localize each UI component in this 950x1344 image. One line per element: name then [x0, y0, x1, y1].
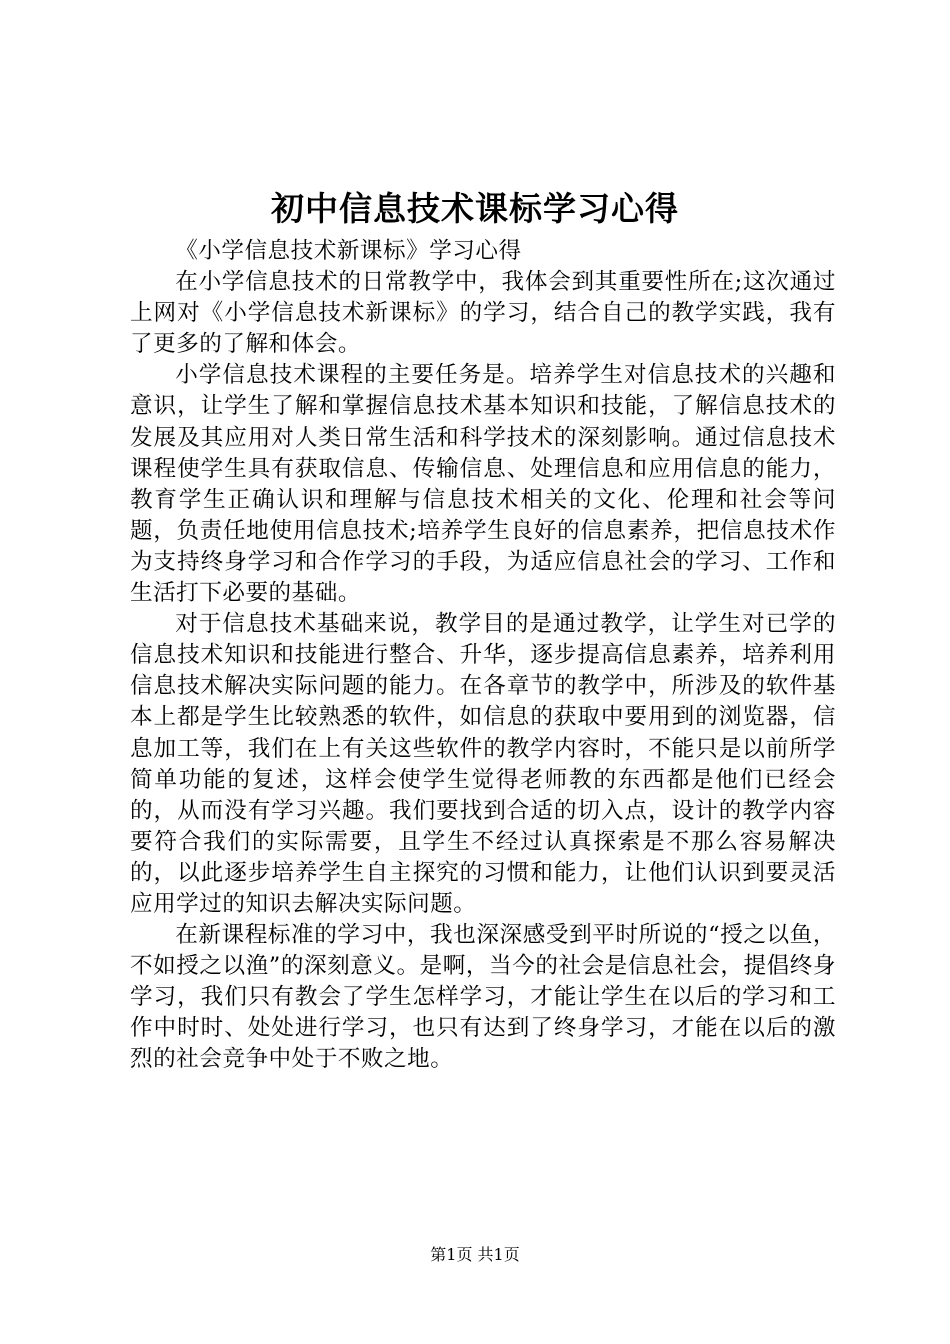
document-title: 初中信息技术课标学习心得 [271, 189, 679, 228]
paragraph-1: 在小学信息技术的日常教学中，我体会到其重要性所在;这次通过上网对《小学信息技术新课标》的学习，结合自己的教学实践，我有了更多的了解和体会。 [130, 269, 836, 358]
paragraph-3: 对于信息技术基础来说，教学目的是通过教学，让学生对已学的信息技术知识和技能进行整合、升华，逐步提高信息素养，培养利用信息技术解决实际问题的能力。在各章节的教学中，所涉及的软件基本上都是学生比较熟悉的软件，如信息的获取中要用到的浏览器，信息加工等，我们在上有关这些软件的教学内容时，不能只是以前所学简单功能的复述，这样会使学生觉得老师教的东西都是他们已经会的，从而没有学习兴趣。我们要找到合适的切入点，设计的教学内容要符合我们的实际需要，且学生不经过认真探索是不那么容易解决的，以此逐步培养学生自主探究的习惯和能力，让他们认识到要灵活应用学过的知识去解决实际问题。 [130, 611, 836, 917]
paragraph-4: 在新课程标准的学习中，我也深深感受到平时所说的“授之以鱼，不如授之以渔”的深刻意义。是啊，当今的社会是信息社会，提倡终身学习，我们只有教会了学生怎样学习，才能让学生在以后的学习和工作中时时、处处进行学习，也只有达到了终身学习，才能在以后的激烈的社会竞争中处于不败之地。 [130, 922, 836, 1073]
paragraph-2: 小学信息技术课程的主要任务是。培养学生对信息技术的兴趣和意识，让学生了解和掌握信息技术基本知识和技能，了解信息技术的发展及其应用对人类日常生活和科学技术的深刻影响。通过信息技术课程使学生具有获取信息、传输信息、处理信息和应用信息的能力，教育学生正确认识和理解与信息技术相关的文化、伦理和社会等问题，负责任地使用信息技术;培养学生良好的信息素养，把信息技术作为支持终身学习和合作学习的手段，为适应信息社会的学习、工作和生活打下必要的基础。 [130, 362, 836, 607]
paragraph-subtitle: 《小学信息技术新课标》学习心得 [175, 238, 522, 264]
document-body [130, 236, 836, 1076]
page-number-footer: 第1页 共1页 [430, 1245, 520, 1264]
